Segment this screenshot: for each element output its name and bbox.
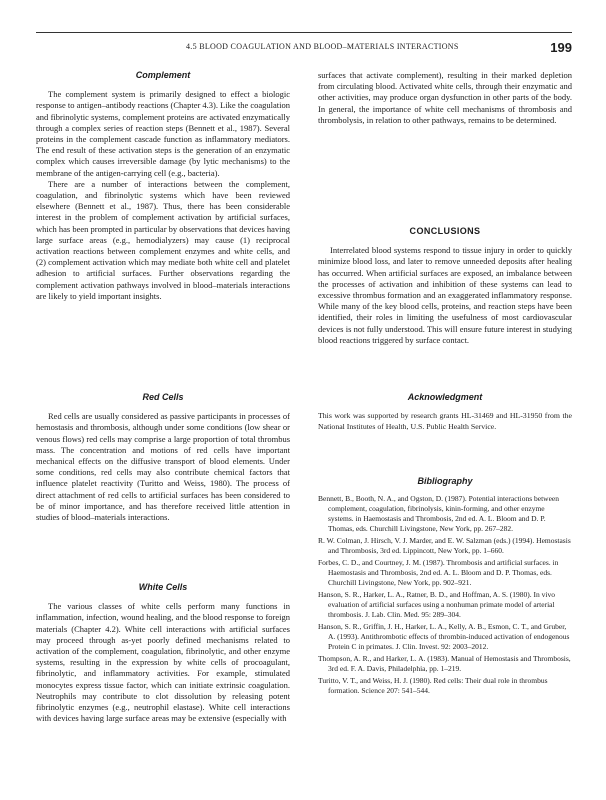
heading-complement: Complement (135, 70, 191, 80)
bib-entry: Forbes, C. D., and Courtney, J. M. (1987). Thrombosis and artificial surfaces. in Haemostasis and Thrombosis, 2nd ed. A. L. Bloom and D. P. Thomas, eds. Churchill Livingstone, New York, pp. 902–921. (318, 558, 559, 587)
section-continuation (318, 70, 572, 126)
section-complement (36, 70, 290, 302)
white-cells-paragraph: The various classes of white cells perform many functions in inflammation, infection, wound healing, and the blood response to foreign materials (Chapter 4.2). White cell interactions with artificial surfaces may proceed through as-yet poorly defined mechanisms related to activation of the complement, coagulation, fibrinolytic, and other enzyme systems, resulting in the expression by white cells of procoagulant, fibrinolytic, and inflammatory activities. For example, stimulated monocytes express tissue factor, which can initiate extrinsic coagulation. Neutrophils may contribute to clot dissolution by releasing potent fibrinolytic enzymes (e.g., neutrophil elastase). White cell interactions with devices having large surface areas may be extensive (especially with (36, 601, 290, 724)
heading-conclusions: CONCLUSIONS (409, 226, 481, 236)
running-title: 4.5 BLOOD COAGULATION AND BLOOD–MATERIALS INTERACTIONS (186, 42, 459, 51)
section-red-cells (36, 392, 290, 523)
heading-white-cells: White Cells (138, 582, 188, 592)
section-bibliography (318, 476, 572, 698)
complement-paragraph-1: The complement system is primarily designed to effect a biologic response to antigen–antibody reactions (Chapter 4.3). Like the coagulation and fibrinolytic systems, complement proteins are activated enzymatically through a complex series of reaction steps (Bennett et al., 1987). Several proteins in the complement cascade function as inflammatory mediators. The end result of these activation steps is the generation of an enzymatic complex which causes irreversible damage (by lytic mechanisms) to the membrane of the antigen-carrying cell (e.g., bacteria). (36, 89, 290, 178)
bib-entry: Turitto, V. T., and Weiss, H. J. (1980). Red cells: Their dual role in thrombus formation. Science 207: 541–544. (318, 676, 548, 695)
heading-bibliography: Bibliography (417, 476, 473, 486)
acknowledgment-paragraph: This work was supported by research grants HL-31469 and HL-31950 from the National Institutes of Health, U.S. Public Health Service. (318, 411, 572, 431)
page-number: 199 (550, 40, 572, 55)
top-rule (36, 32, 572, 33)
continuation-paragraph: surfaces that activate complement), resulting in their marked depletion from circulating blood. Activated white cells, through their enzymatic and other activities, may produce organ dysfunction in other parts of the body. In general, the importance of white cell mechanisms of thrombosis and thrombolysis, in relation to other pathways, remains to be determined. (318, 70, 572, 125)
heading-red-cells: Red Cells (142, 392, 184, 402)
complement-paragraph-2: There are a number of interactions between the complement, coagulation, and fibrinolytic systems which have been reviewed elsewhere (Bennett et al., 1987). Thus, there has been considerable interest in the problem of complement activation by artificial surfaces, which has been prompted in particular by observations that devices having large surface areas (e.g., hemodialyzers) may cause (1) reciprocal activation reactions between complement enzymes and white cells, and (2) complement activation which may mediate both white cell and platelet adhesion to artificial surfaces. Further observations regarding the complement activation pathways involved in blood–materials interactions are likely to yield important insights. (36, 178, 290, 301)
section-acknowledgment (318, 392, 572, 432)
bib-entry: Hanson, S. R., Griffin, J. H., Harker, L. A., Kelly, A. B., Esmon, C. T., and Gruber, A. (1993). Antithrombotic effects of thrombin-induced activation of endogenous Protein C in primates. J. Clin. Invest. 92: 2003–2012. (318, 622, 570, 651)
bib-entry: Hanson, S. R., Harker, L. A., Ratner, B. D., and Hoffman, A. S. (1980). In vivo evaluation of artificial surfaces using a nonhuman primate model of arterial thrombosis. J. Lab. Clin. Med. 95: 289–304. (318, 590, 555, 619)
conclusions-paragraph: Interrelated blood systems respond to tissue injury in order to quickly minimize blood loss, and later to remove unneeded deposits after healing has occurred. When artificial surfaces are exposed, an imbalance between the processes of activation and inhibition of these systems can lead to excessive thrombus formation and an exaggerated inflammatory response. While many of the key blood cells, proteins, and reaction steps have been identified, their roles in limiting the usefulness of most cardiovascular devices is not fully understood. This will ensure future interest in studying blood reactions triggered by surface contact. (318, 245, 572, 345)
bib-entry: R. W. Colman, J. Hirsch, V. J. Marder, and E. W. Salzman (eds.) (1994). Hemostasis and Thrombosis, 3rd ed. Lippincott, New York, pp. 1–660. (318, 536, 571, 555)
section-conclusions (318, 226, 572, 346)
red-cells-paragraph: Red cells are usually considered as passive participants in processes of hemostasis and thrombosis, although under some conditions (low shear or venous flows) red cells may comprise a large proportion of total thrombus mass. The concentration and motions of red cells have important mechanical effects on the diffusive transport of blood elements. Under some conditions, red cells may also contribute chemical factors that influence platelet reactivity (Turitto and Weiss, 1980). The process of direct attachment of red cells to artificial surfaces has been considered to be of minor importance, and has therefore received little attention in studies of blood–materials interactions. (36, 411, 290, 523)
bib-entry: Thompson, A. R., and Harker, L. A. (1983). Manual of Hemostasis and Thrombosis, 3rd ed. F. A. Davis, Philadelphia, pp. 1–219. (318, 654, 571, 673)
running-head (36, 40, 572, 56)
bib-entry: Bennett, B., Booth, N. A., and Ogston, D. (1987). Potential interactions between complement, coagulation, fibrinolysis, kinin-forming, and other enzyme systems. in Haemostasis and Thrombosis, 2nd ed. A. L. Bloom and D. P. Thomas, eds. Churchill Livingstone, New York, pp. 267–282. (318, 494, 560, 533)
heading-acknowledgment: Acknowledgment (407, 392, 483, 402)
section-white-cells (36, 582, 290, 724)
